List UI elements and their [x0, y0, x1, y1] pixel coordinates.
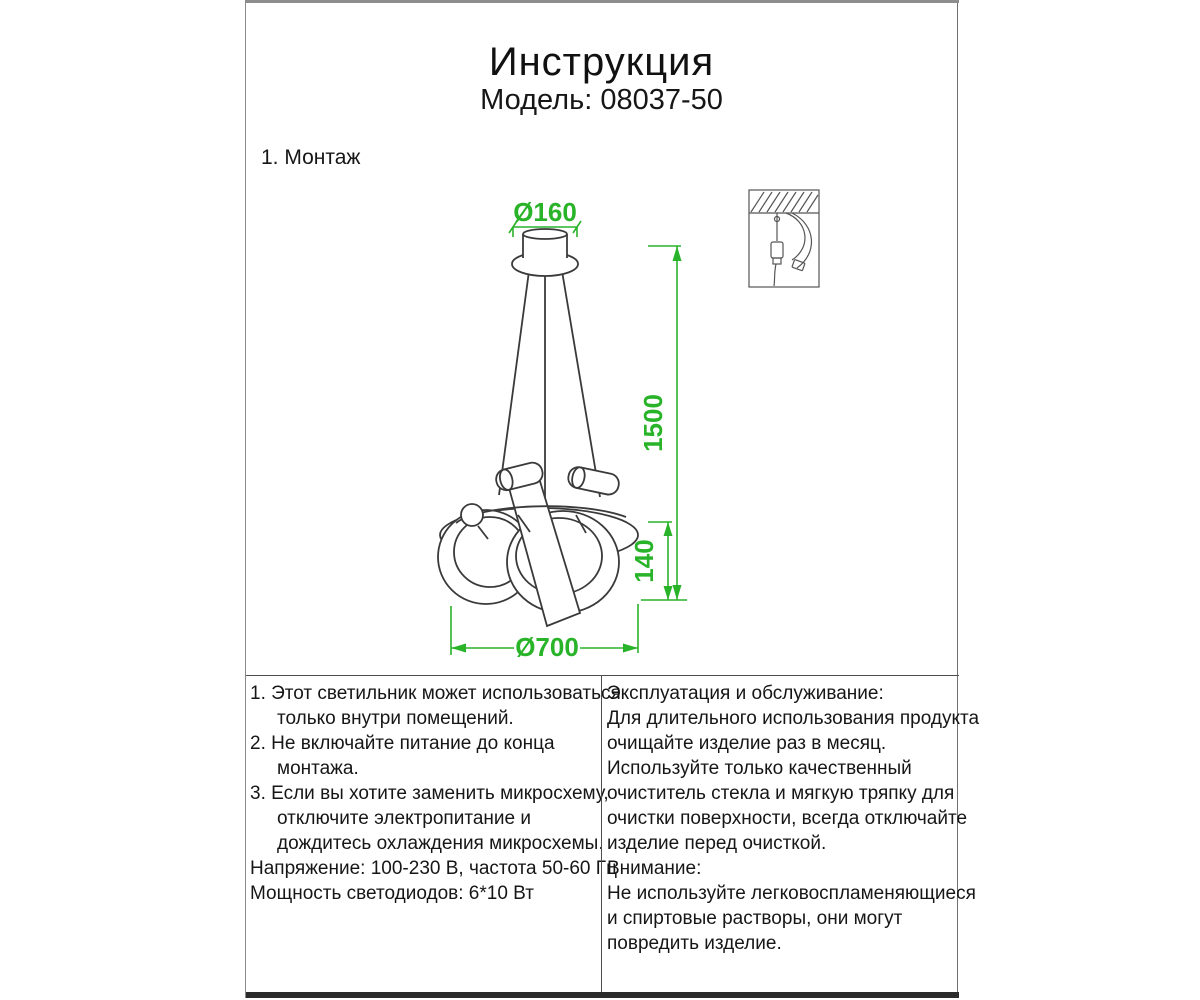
- mounting-detail-inset: [749, 190, 819, 287]
- note-line: Для длительного использования продукта: [607, 708, 980, 729]
- installation-diagram: [426, 185, 846, 665]
- note-line: очистки поверхности, всегда отключайте: [607, 808, 968, 829]
- note-line: очиститель стекла и мягкую тряпку для: [607, 783, 955, 804]
- lamp-body: [438, 461, 638, 626]
- document-title: Инструкция: [488, 40, 715, 84]
- maintenance-notes: [601, 676, 980, 993]
- note-line: Используйте только качественный: [607, 758, 912, 779]
- section-montage-heading: 1. Монтаж: [261, 146, 361, 169]
- note-line: и спиртовые растворы, они могут: [607, 908, 903, 929]
- dim-label-suspension-height: 1500: [638, 394, 668, 452]
- ceiling-hatch: [751, 192, 818, 212]
- note-line: повредить изделие.: [607, 933, 782, 954]
- maintenance-heading: Эксплуатация и обслуживание:: [607, 683, 884, 704]
- note-line: 3. Если вы хотите заменить микросхему,: [250, 783, 609, 804]
- installation-notes: [246, 676, 621, 993]
- note-line: отключите электропитание и: [277, 808, 531, 829]
- note-line: дождитесь охлаждения микросхемы.: [277, 833, 604, 854]
- page-top-edge: [246, 0, 959, 3]
- dim-label-body-height: 140: [629, 539, 659, 583]
- note-line: 1. Этот светильник может использоваться: [250, 683, 621, 704]
- note-line: изделие перед очисткой.: [607, 833, 827, 854]
- decor-ball: [461, 504, 483, 526]
- spec-voltage: Напряжение: 100-230 В, частота 50-60 Гц: [250, 858, 617, 879]
- led-tube-right: [566, 465, 620, 496]
- wiring-detail: [771, 213, 811, 286]
- note-line: монтажа.: [277, 758, 359, 779]
- spec-power: Мощность светодиодов: 6*10 Вт: [250, 883, 534, 904]
- ceiling-canopy: [512, 229, 578, 276]
- note-line: Не используйте легковоспламеняющиеся: [607, 883, 976, 904]
- model-number: Модель: 08037-50: [480, 84, 723, 116]
- note-line: только внутри помещений.: [277, 708, 514, 729]
- notes-table: [246, 675, 980, 992]
- note-line: очищайте изделие раз в месяц.: [607, 733, 887, 754]
- dim-label-body-diameter: Ø700: [515, 632, 579, 662]
- dim-label-canopy-diameter: Ø160: [513, 197, 577, 227]
- note-line: 2. Не включайте питание до конца: [250, 733, 555, 754]
- warning-heading: Внимание:: [607, 858, 702, 879]
- page-bottom-edge: [246, 992, 959, 998]
- document-page: [245, 0, 980, 998]
